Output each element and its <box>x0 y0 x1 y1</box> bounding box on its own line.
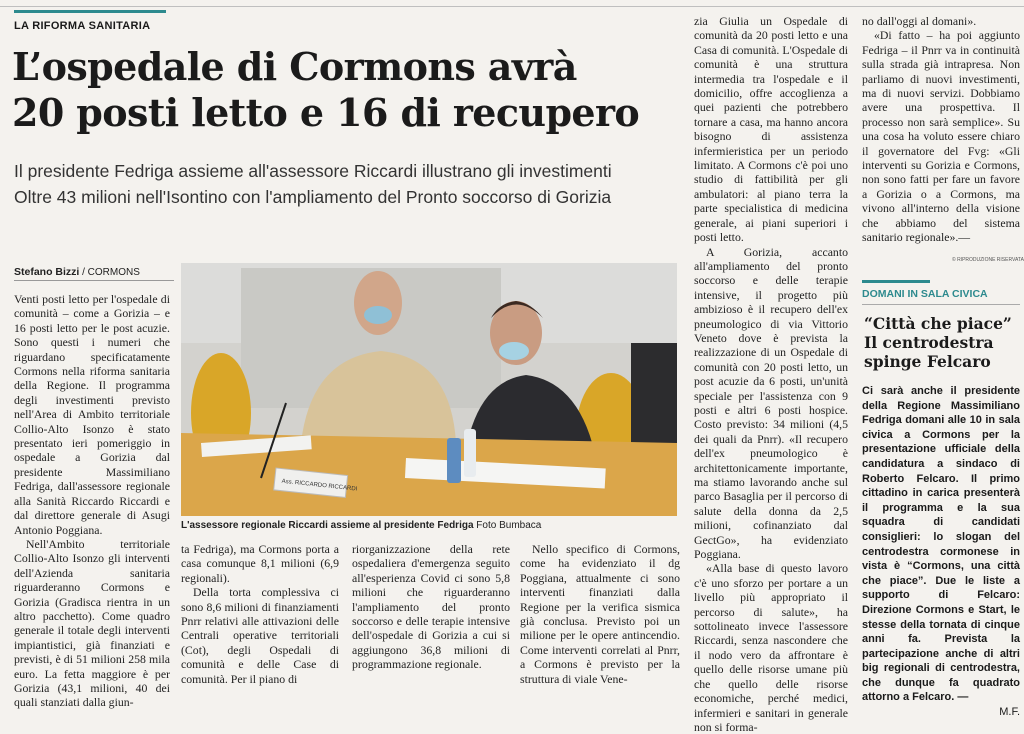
sidebar-title <box>864 314 1020 371</box>
sidebar-accent-bar <box>862 280 930 283</box>
subheadline <box>14 158 694 210</box>
article-paragraph: «Alla base di questo lavoro c'è uno sforzo per portare a un livello più appropriato il percorso di salute», ha sottolineato invece l'assessore Riccardi, senza nascondere che il nodo vero da affrontare è quello delle risorse umane più che quello delle risorse economiche, perché medici, infermieri e sanitari in generale non si forma- <box>694 561 848 734</box>
caption-text: L'assessore regionale Riccardi assieme al presidente Fedriga <box>181 520 474 531</box>
article-column-3 <box>352 542 510 672</box>
article-column-5 <box>694 14 848 734</box>
sidebar-rule <box>862 304 1020 305</box>
article-paragraph: A Gorizia, accanto all'ampliamento del pronto soccorso e delle terapie intensive, il progetto più ambizioso è il recupero dell'ex pneumologico di via Vittorio Veneto dove è prevista la realizzazione di un Ospedale di comunità con 20 posti letto, un post acuzie da 6 posti, un'unità speciale per l'assistenza con 9 posti e altri 6 posti hospice. Costo previsto: 34 milioni (4,5 dei quali da Pnrr). «Il recupero dell'ex pneumologico è architettonicamente importante, ma stiamo lavorando anche sul parco Basaglia per il percorso di salute della donna da 2,5 milioni, cofinanziato dal GectGo», ha evidenziato Poggiana. <box>694 244 848 562</box>
person-left-mask <box>364 306 392 324</box>
headline <box>12 44 682 136</box>
top-rule <box>0 6 1024 7</box>
article-paragraph: «Di fatto – ha poi aggiunto Fedriga – il Pnrr va in continuità sulla strada già intrapresa. Non parliamo di nuovi investimenti, ma di nuovi servizi. Dobbiamo avere una prospettiva. Il processo non sarà semplice». Su una cosa ha voluto essere chiaro il governatore del Fvg: «Gli interventi su Gorizia e Cormons, non sono fatti per fare un favore a Gorizia o a Cormons, ma vivono all'interno della visione che abbiamo del sistema sanitario regionale».— <box>862 28 1020 245</box>
article-column-4 <box>520 542 680 686</box>
subheadline-line-2: Oltre 43 milioni nell'Isontino con l'ampliamento del Pronto soccorso di Gorizia <box>14 187 612 207</box>
article-paragraph: ta Fedriga), ma Cormons porta a casa comunque 8,1 milioni (6,9 regionali). <box>181 542 339 585</box>
subheadline-line-1: Il presidente Fedriga assieme all'assessore Riccardi illustrano gli investimenti <box>14 161 612 181</box>
article-paragraph: Venti posti letto per l'ospedale di comunità – come a Gorizia – e 16 posti letto per le post acuzie. Sono questi i numeri che riguardano specificatamente Cormons nella riforma sanitaria della Regione. Il programma degli investimenti previsto nell'Area di Ambito territoriale Collio-Alto Isonzo è stato presentato ieri pomeriggio in ospedale a Gorizia dal presidente Massimiliano Fedriga, dall'assessore regionale alla Sanità Riccardo Riccardi e dal direttore generale di Asugi Antonio Poggiana. <box>14 292 170 537</box>
article-paragraph: zia Giulia un Ospedale di comunità da 20 posti letto e una Casa di comunità. L'Ospedale di comunità è una struttura intermedia tra l'ospedale e il domicilio, offre accoglienza a quei pazienti che potrebbero tornare a casa, ma hanno ancora bisogno di assistenza infermieristica per un periodo limitato. A Cormons c'è poi uno studio di fattibilità per gli ambulatori: al piano terra la parte specialistica di medicina generale, ai piani superiori i posti letto. <box>694 14 848 245</box>
photo-caption <box>181 520 681 531</box>
article-column-2 <box>181 542 339 686</box>
rubric-accent-bar <box>14 10 166 13</box>
water-bottle <box>447 438 461 483</box>
sidebar-body-text: Ci sarà anche il presidente della Regione Massimiliano Fedriga domani alle 10 in sala civica a Cormons per la presentazione ufficiale della candidatura a sindaco di Roberto Felcaro. Il primo cittadino in carica presenterà il programma e la sua squadra di candidati consiglieri: lo slogan del centrodestra cormonese in vista è “Cormons, una città che piace”. Due le liste a supporto di Felcaro: Direzione Cormons e Start, le stesse della tornata di cinque anni fa. Prevista la partecipazione anche di altri big regionali di centrodestra, che dunque fa quadrato attorno a Felcaro. — <box>862 385 1020 704</box>
article-paragraph: Nello specifico di Cormons, come ha evidenziato il dg Poggiana, attualmente ci sono interventi finanziati dalla Regione per la verifica sismica già conclusa. Previsto poi un milione per le opere antincendio. Come interventi correlati al Pnrr, a Cormons è previsto per la struttura di viale Vene- <box>520 542 680 686</box>
byline <box>14 266 140 278</box>
sidebar-title-line-1: “Città che piace” <box>864 314 1012 333</box>
water-bottle-2 <box>464 429 476 477</box>
sidebar-title-line-3: spinge Felcaro <box>864 352 991 371</box>
article-paragraph: Nell'Ambito territoriale Collio-Alto Isonzo gli interventi dell'Azienda sanitaria riguarderanno Cormons e Gorizia (Gradisca rientra in un altro pacchetto). Come quadro generale il totale degli interventi impiantistici, già finanziati e previsti, è di 51 milioni 258 mila euro. La fetta maggiore è per Gorizia (43,1 milioni, 40 dei quali stanziati dalla giun- <box>14 536 170 710</box>
section-rubric: LA RIFORMA SANITARIA <box>14 20 151 32</box>
person-left-head <box>354 271 402 335</box>
article-column-1 <box>14 292 170 710</box>
byline-place: / CORMONS <box>82 267 140 278</box>
headline-line-2: 20 posti letto e 16 di recupero <box>12 90 640 135</box>
name-plate-text: Ass. RICCARDO RICCARDI <box>281 478 358 493</box>
article-paragraph: no dall'oggi al domani». <box>862 14 977 28</box>
reproduction-note: © RIPRODUZIONE RISERVATA <box>952 257 1024 263</box>
byline-rule <box>14 280 174 281</box>
caption-credit: Foto Bumbaca <box>476 520 542 531</box>
sidebar-title-line-2: Il centrodestra <box>864 333 994 352</box>
byline-author: Stefano Bizzi <box>14 266 80 278</box>
photo-illustration <box>181 263 677 516</box>
article-column-6 <box>862 14 1020 245</box>
sidebar-body <box>862 384 1020 720</box>
sidebar-signature: M.F. <box>999 706 1020 719</box>
headline-line-1: L’ospedale di Cormons avrà <box>12 44 577 89</box>
article-paragraph: Della torta complessiva ci sono 8,6 milioni di finanziamenti Pnrr relativi alle attivazioni delle Centrali operative territoriali (Cot), degli Ospedali di comunità e delle Case di comunità. Per il piano di <box>181 585 339 686</box>
person-right-mask <box>499 342 529 360</box>
article-photo <box>181 263 677 516</box>
article-paragraph: riorganizzazione della rete ospedaliera d'emergenza seguito all'esperienza Covid ci sono 5,8 milioni che riguarderanno l'ampliamento del pronto soccorso e delle terapie intensive dell'ospedale di Gorizia a cui si aggiungono 36,8 milioni di programmazione regionale. <box>352 542 510 672</box>
sidebar-rubric: DOMANI IN SALA CIVICA <box>862 288 988 300</box>
